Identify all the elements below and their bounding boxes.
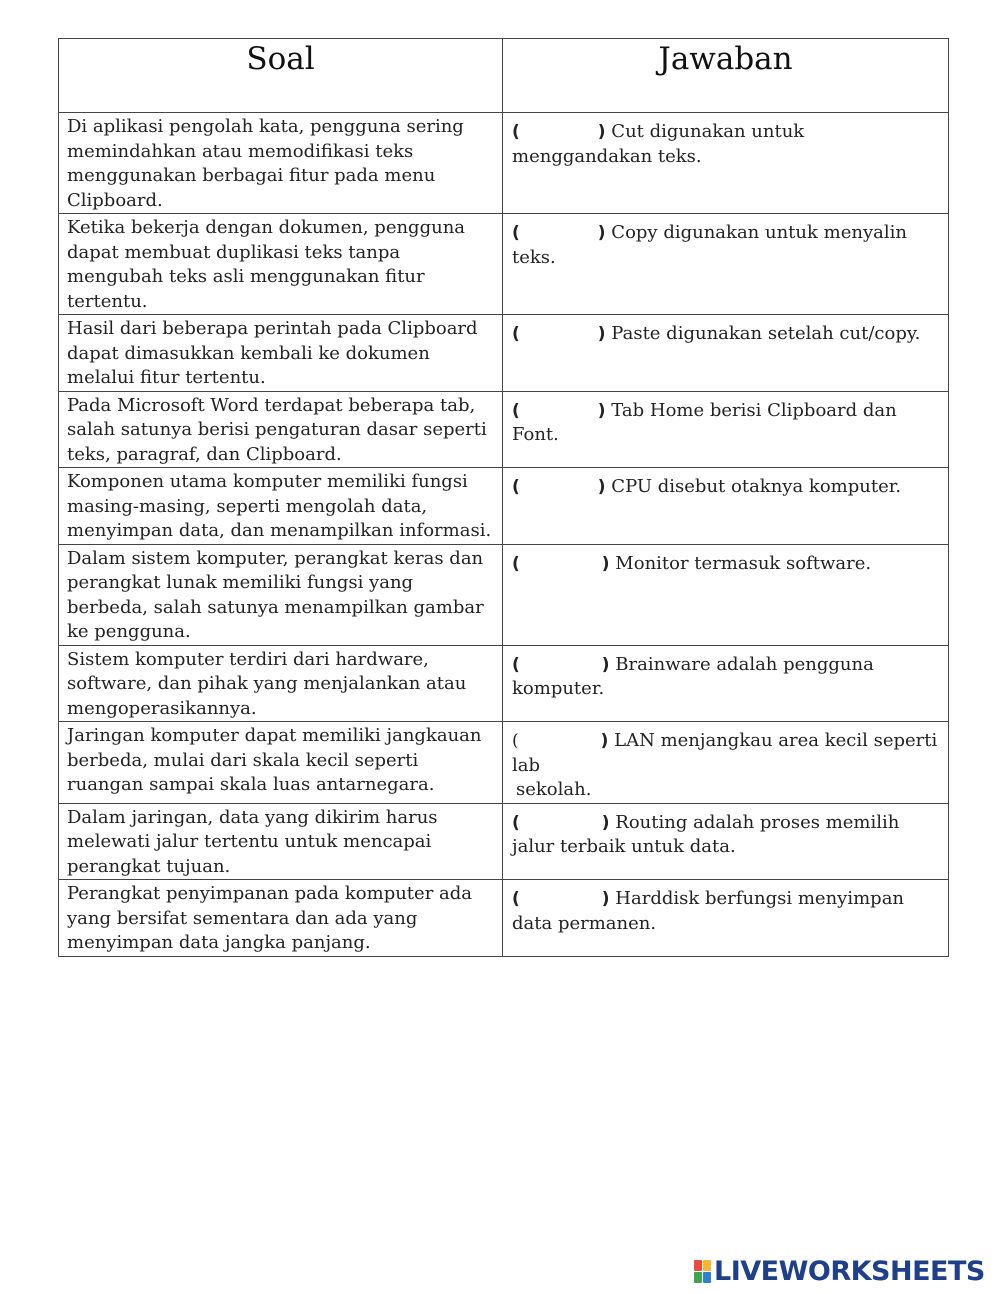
question-cell: Sistem komputer terdiri dari hardware, software, dan pihak yang menjalankan atau mengoperasikannya. — [59, 645, 503, 722]
table-row — [59, 803, 949, 880]
liveworksheets-mark-icon — [694, 1260, 712, 1284]
answer-blank[interactable] — [520, 470, 598, 492]
answer-cell — [503, 722, 949, 804]
open-paren: ( — [512, 477, 520, 497]
answer-blank[interactable] — [520, 806, 602, 828]
answer-text-line: lab — [512, 754, 541, 776]
answer-blank[interactable] — [520, 317, 598, 339]
question-cell: Di aplikasi pengolah kata, pengguna sering memindahkan atau memodifikasi teks menggunakan berbagai fitur pada menu Clipboard. — [59, 113, 503, 214]
close-paren: ) — [597, 324, 606, 344]
open-paren: ( — [512, 223, 520, 243]
question-cell: Pada Microsoft Word terdapat beberapa tab, salah satunya berisi pengaturan dasar seperti teks, paragraf, dan Clipboard. — [59, 391, 503, 468]
open-paren: ( — [512, 731, 519, 751]
worksheet-table — [58, 38, 949, 957]
logo-block-blue — [703, 1272, 711, 1283]
table-row — [59, 645, 949, 722]
table-row — [59, 391, 949, 468]
question-cell: Komponen utama komputer memiliki fungsi masing-masing, seperti mengolah data, menyimpan data, dan menampilkan informasi. — [59, 468, 503, 545]
answer-blank[interactable] — [520, 115, 598, 137]
answer-text: Routing adalah proses memilih jalur terbaik untuk data. — [512, 811, 900, 857]
answer-text: Copy digunakan untuk menyalin teks. — [512, 222, 907, 268]
answer-cell — [503, 880, 949, 957]
table-row — [59, 544, 949, 645]
logo-block-red — [694, 1260, 702, 1271]
close-paren: ) — [601, 654, 610, 675]
open-paren: ( — [512, 324, 520, 344]
answer-cell — [503, 645, 949, 722]
question-cell: Dalam jaringan, data yang dikirim harus melewati jalur tertentu untuk mencapai perangkat tujuan. — [59, 803, 503, 880]
table-row — [59, 880, 949, 957]
liveworksheets-wordmark: LIVEWORKSHEETS — [714, 1256, 985, 1287]
table-row — [59, 315, 949, 392]
close-paren: ) — [597, 400, 606, 421]
answer-text-line: sekolah. — [516, 779, 592, 800]
answer-cell — [503, 803, 949, 880]
answer-text: Brainware adalah pengguna komputer. — [512, 653, 874, 699]
header-answer: Jawaban — [503, 39, 949, 113]
table-row — [59, 113, 949, 214]
open-paren: ( — [512, 812, 520, 833]
close-paren: ) — [601, 553, 610, 574]
answer-blank[interactable] — [520, 882, 602, 904]
question-cell: Dalam sistem komputer, perangkat keras dan perangkat lunak memiliki fungsi yang berbeda, salah satunya menampilkan gambar ke pengguna. — [59, 544, 503, 645]
table-row — [59, 722, 949, 804]
answer-cell — [503, 391, 949, 468]
close-paren: ) — [601, 812, 610, 833]
answer-blank[interactable] — [520, 394, 598, 416]
answer-text: Harddisk berfungsi menyimpan data permanen. — [512, 888, 905, 934]
answer-blank[interactable] — [519, 724, 601, 746]
open-paren: ( — [512, 122, 520, 142]
question-cell: Jaringan komputer dapat memiliki jangkauan berbeda, mulai dari skala kecil seperti ruangan sampai skala luas antarnegara. — [59, 722, 503, 804]
close-paren: ) — [597, 122, 606, 142]
close-paren: ) — [600, 731, 609, 751]
answer-cell — [503, 315, 949, 392]
answer-text: Cut digunakan untuk menggandakan teks. — [512, 121, 805, 167]
logo-block-green — [694, 1272, 702, 1283]
header-question: Soal — [59, 39, 503, 113]
answer-text: Monitor termasuk software. — [615, 552, 872, 574]
answer-blank[interactable] — [520, 547, 602, 569]
open-paren: ( — [512, 889, 520, 909]
answer-text: Paste digunakan setelah cut/copy. — [611, 323, 921, 344]
question-cell: Hasil dari beberapa perintah pada Clipboard dapat dimasukkan kembali ke dokumen melalui fitur tertentu. — [59, 315, 503, 392]
answer-cell — [503, 468, 949, 545]
open-paren: ( — [512, 654, 520, 675]
close-paren: ) — [601, 889, 610, 909]
table-row — [59, 468, 949, 545]
question-cell: Perangkat penyimpanan pada komputer ada yang bersifat sementara dan ada yang menyimpan data jangka panjang. — [59, 880, 503, 957]
close-paren: ) — [597, 223, 606, 243]
open-paren: ( — [512, 400, 520, 421]
answer-cell — [503, 113, 949, 214]
answer-blank[interactable] — [520, 216, 598, 238]
answer-text: LAN menjangkau area kecil seperti — [614, 730, 938, 751]
answer-text: CPU disebut otaknya komputer. — [611, 476, 902, 497]
open-paren: ( — [512, 553, 520, 574]
logo-block-yellow — [703, 1260, 711, 1271]
answer-cell — [503, 544, 949, 645]
answer-text: Tab Home berisi Clipboard dan Font. — [512, 399, 897, 445]
header-row — [59, 39, 949, 113]
table-row — [59, 214, 949, 315]
answer-cell — [503, 214, 949, 315]
liveworksheets-logo — [694, 1256, 985, 1287]
close-paren: ) — [597, 477, 606, 497]
question-cell: Ketika bekerja dengan dokumen, pengguna dapat membuat duplikasi teks tanpa mengubah teks asli menggunakan fitur tertentu. — [59, 214, 503, 315]
answer-blank[interactable] — [520, 648, 602, 670]
